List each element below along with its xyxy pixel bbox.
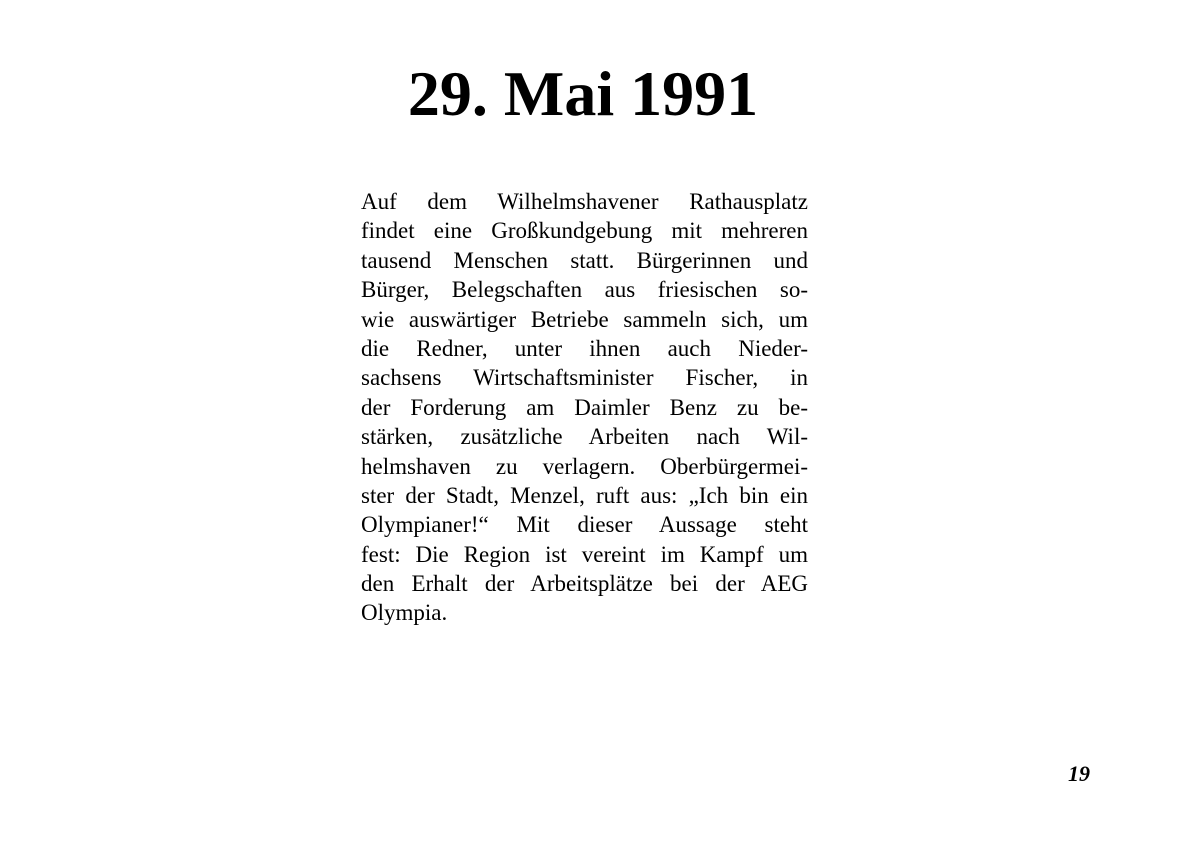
paragraph-line: Olympia.: [361, 600, 448, 626]
paragraph-line: Olympianer!“ Mit dieser Aussage steht: [361, 512, 808, 538]
paragraph-line: wie auswärtiger Betriebe sammeln sich, um: [361, 306, 808, 332]
paragraph-line: findet eine Großkundgebung mit mehreren: [361, 218, 808, 244]
paragraph-line: den Erhalt der Arbeitsplätze bei der AEG: [361, 571, 808, 597]
paragraph-line: sachsens Wirtschaftsminister Fischer, in: [361, 365, 808, 391]
paragraph-line: helmshaven zu verlagern. Oberbürgermei-: [361, 453, 808, 479]
paragraph-line: ster der Stadt, Menzel, ruft aus: „Ich bin ein: [361, 482, 808, 508]
paragraph-line: Bürger, Belegschaften aus friesischen so-: [361, 277, 808, 303]
body-paragraph: [361, 187, 808, 628]
page-title: 29. Mai 1991: [407, 58, 759, 129]
paragraph-line: stärken, zusätzliche Arbeiten nach Wil-: [361, 424, 808, 450]
paragraph-line: der Forderung am Daimler Benz zu be-: [361, 394, 808, 420]
paragraph-line: tausend Menschen statt. Bürgerinnen und: [361, 247, 808, 273]
page-number: 19: [1068, 761, 1090, 786]
paragraph-line: die Redner, unter ihnen auch Nieder-: [361, 335, 808, 361]
paragraph-line: Auf dem Wilhelmshavener Rathausplatz: [361, 189, 808, 214]
paragraph-line: fest: Die Region ist vereint im Kampf um: [361, 541, 808, 567]
